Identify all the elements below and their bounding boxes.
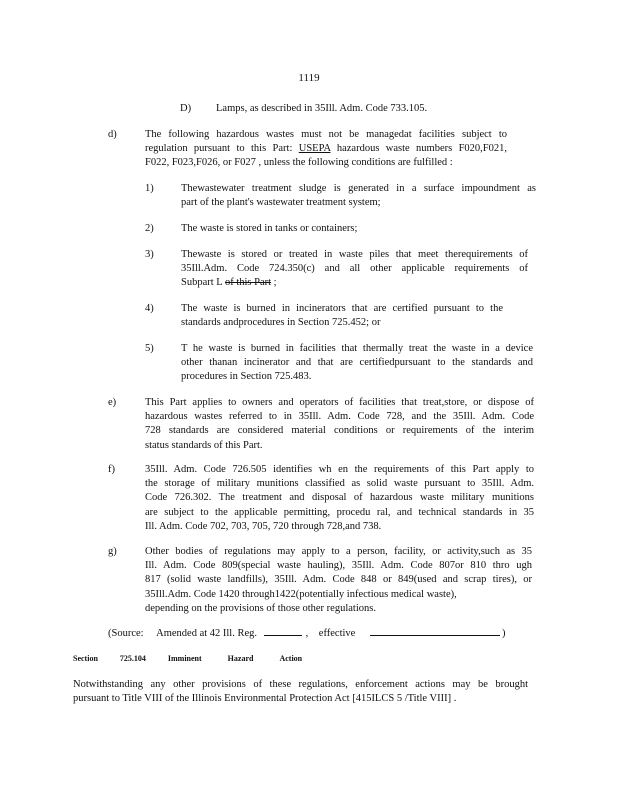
item-f-paragraph [145,463,534,534]
item-e-line: This Part applies to owners and operators of facilities that treat,store, or dispose of [145,397,534,408]
condition-line: procedures in Section 725.483. [181,371,312,383]
condition-2-marker: 2) [145,223,154,234]
condition-3-text [181,248,528,291]
struck-text: of this Part [224,277,272,289]
item-g-line: Ill. Adm. Code 809(special waste hauling), 35Ill. Adm. Code 807or 810 thro ugh [145,560,532,572]
section-heading [73,654,302,663]
item-d-line: The following hazardous wastes must not be managedat facilities subject to [145,129,507,140]
item-f-line: Code 726.302. The treatment and disposal of hazardous waste military munitions [145,492,534,504]
section-number: 725.104 [119,654,146,663]
item-f-line: are subject to the applicable permitting, procedu ral, and technical standards in 35 [145,506,534,518]
item-D-text: Lamps, as described in 35Ill. Adm. Code 733.105. [216,103,428,114]
item-f-marker: f) [108,464,115,475]
item-e-marker: e) [108,397,117,408]
blank-issue-field [264,626,302,636]
subpart-suffix: ; [273,277,277,289]
item-g-marker: g) [108,546,117,557]
item-g-paragraph [145,545,532,616]
item-g-line: 817 (solid waste landfills), 35Ill. Adm. Code 848 or 849(used and scrap tires), or [145,574,532,586]
item-f-line: Ill. Adm. Code 702, 703, 705, 720 through 728,and 738. [145,520,382,532]
condition-line: Thewastewater treatment sludge is generated in a surface impoundment as [181,183,536,194]
item-d-line-text: hazardous waste numbers F020,F021, [336,143,508,155]
source-open: (Source: [108,628,144,639]
item-g-line: 35Ill.Adm. Code 1420 through1422(potentially infectious medical waste), [145,588,457,600]
condition-1-marker: 1) [145,183,154,194]
item-f-line: the storage of military munitions classified as solid waste pursuant to 35Ill. Adm. [145,478,534,490]
condition-line: standards andprocedures in Section 725.452; or [181,317,381,329]
condition-4-text [181,302,503,330]
item-d-paragraph [145,128,507,171]
section-word-imminent: Imminent [167,654,202,663]
condition-3-marker: 3) [145,249,154,260]
closing-line: pursuant to Title VIII of the Illinois Environmental Protection Act [415ILCS 5 /Title VIII] . [73,693,457,705]
item-D-marker: D) [180,103,192,114]
condition-2-text: The waste is stored in tanks or containers; [181,223,358,234]
item-g-line: Other bodies of regulations may apply to a person, facility, or activity,such as 35 [145,546,532,557]
item-e-paragraph [145,396,534,453]
section-label: Section [73,654,98,663]
item-e-line: hazardous wastes referred to in 35Ill. Adm. Code 728, and the 35Ill. Adm. Code [145,411,534,423]
condition-5-text [181,342,533,385]
blank-effective-date-field [370,626,500,636]
item-d-line: F022, F023,F026, or F027 , unless the following conditions are fulfilled : [145,157,453,169]
item-g-line: depending on the provisions of those other regulations. [145,602,376,614]
condition-4-marker: 4) [145,303,154,314]
item-d-line-text: regulation pursuant to this Part: [145,143,293,155]
page-number: 1119 [298,72,320,84]
item-f-line: 35Ill. Adm. Code 726.505 identifies wh en the requirements of this Part apply to [145,464,534,475]
condition-line: Thewaste is stored or treated in waste piles that meet therequirements of [181,249,528,260]
item-e-line: 728 standards are considered material conditions or requirements of the interim [145,425,534,437]
item-d-line [145,142,507,156]
condition-line: part of the plant's wastewater treatment system; [181,197,381,209]
condition-line: T he waste is burned in facilities that thermally treat the waste in a device [181,343,533,354]
condition-line: 35Ill.Adm. Code 724.350(c) and all other applicable requirements of [181,263,528,275]
source-amended: Amended at 42 Ill. Reg. [156,628,258,639]
condition-5-marker: 5) [145,343,154,354]
usepa-underlined: USEPA [298,143,331,155]
source-note: (Source: Amended at 42 Ill. Reg. , effective ) [108,628,506,639]
condition-line: The waste is burned in incinerators that are certified pursuant to the [181,303,503,314]
closing-paragraph [73,678,528,706]
section-word-hazard: Hazard [227,654,254,663]
closing-line: Notwithstanding any other provisions of these regulations, enforcement actions may be brought [73,679,528,690]
item-e-line: status standards of this Part. [145,439,263,451]
condition-line: other thanan incinerator and that are certifiedpursuant to the standards and [181,357,533,369]
condition-1-text [181,182,536,210]
section-word-action: Action [279,654,303,663]
source-close: ) [501,628,506,639]
subpart-text: Subpart L [181,277,223,289]
item-d-marker: d) [108,129,117,140]
source-effective: effective [318,628,356,639]
condition-line [181,276,528,290]
